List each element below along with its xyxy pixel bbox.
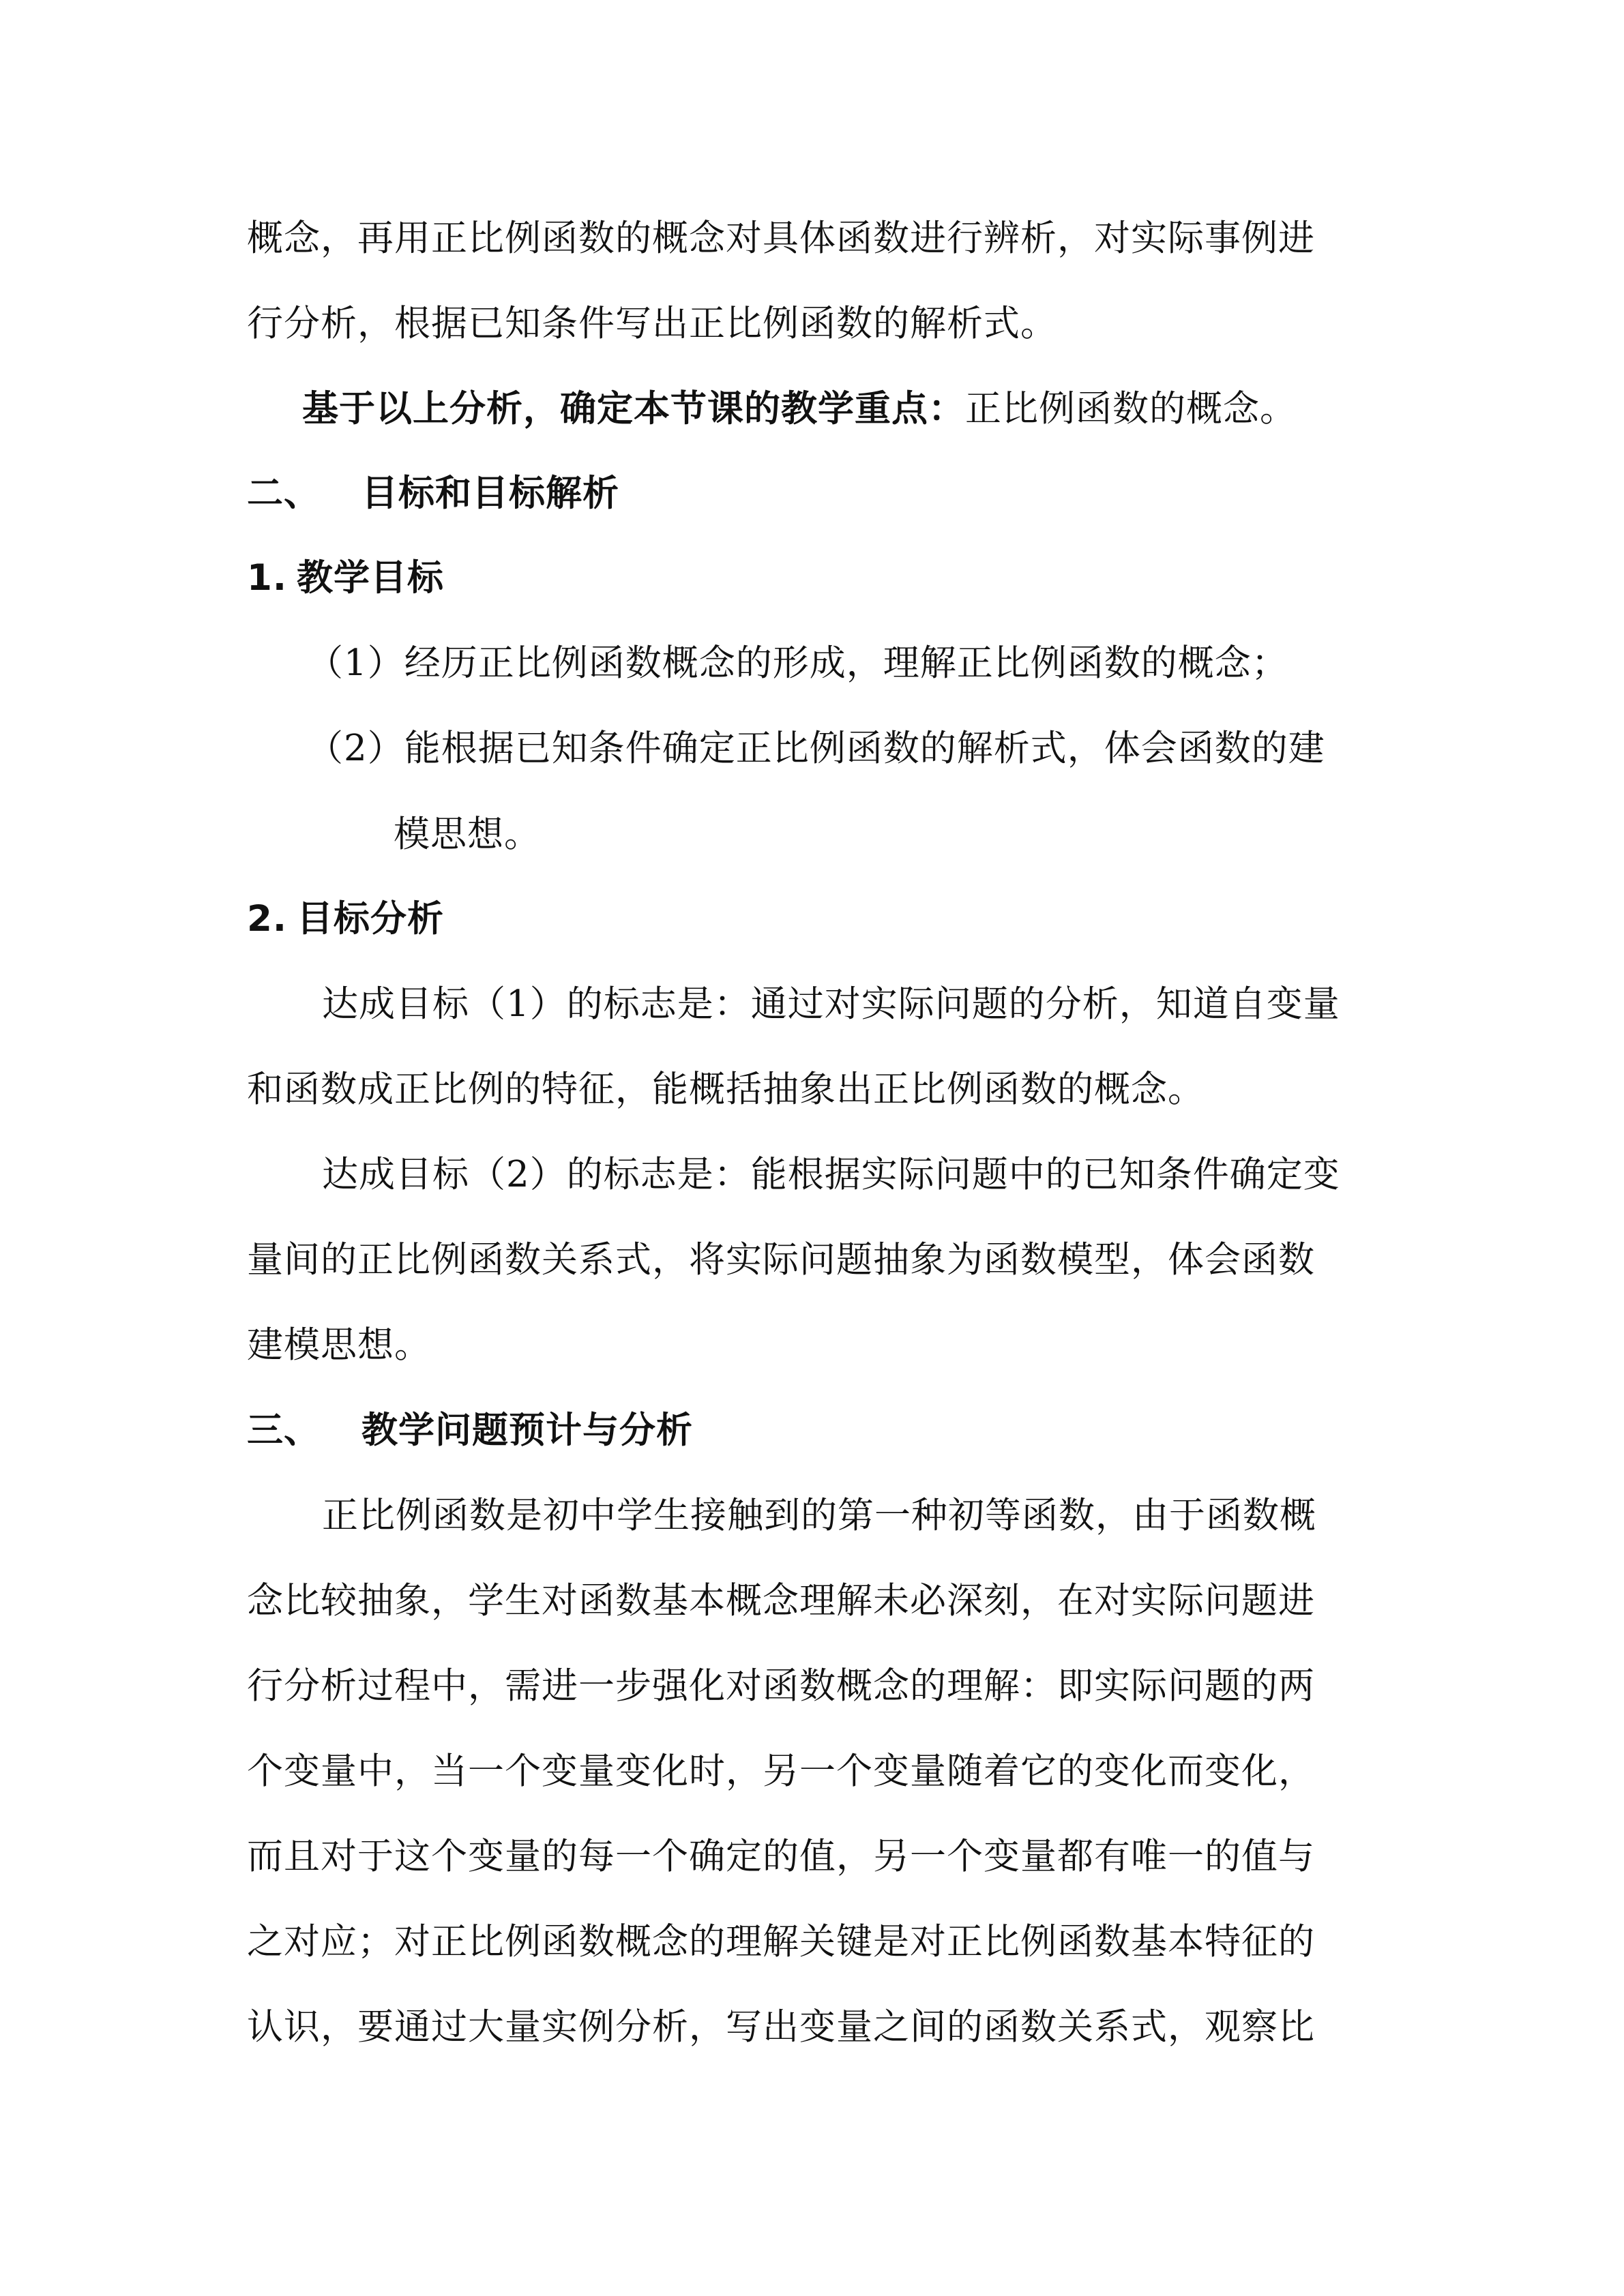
section-number: 三、	[247, 1410, 321, 1451]
section-title: 教学问题预计与分析	[361, 1410, 693, 1451]
subheading-1	[247, 558, 444, 599]
body-line: 个变量中，当一个变量变化时，另一个变量随着它的变化而变化，	[247, 1750, 1315, 1792]
subheading-number: 2.	[247, 898, 288, 940]
key-point-lead: 基于以上分析，确定本节课的教学重点：	[302, 388, 965, 430]
body-line: 而且对于这个变量的每一个确定的值，另一个变量都有唯一的值与	[247, 1836, 1315, 1877]
body-line: 认识，要通过大量实例分析，写出变量之间的函数关系式，观察比	[247, 2006, 1315, 2048]
section-heading-3	[247, 1410, 693, 1451]
body-line: 行分析，根据已知条件写出正比例函数的解析式。	[247, 303, 1057, 344]
body-line: 达成目标（2）的标志是：能根据实际问题中的已知条件确定变	[322, 1154, 1340, 1195]
goal-item-1: （1）经历正比例函数概念的形成，理解正比例函数的概念；	[307, 642, 1288, 684]
body-line: 量间的正比例函数关系式，将实际问题抽象为函数模型，体会函数	[247, 1239, 1315, 1281]
subheading-title: 目标分析	[297, 898, 445, 940]
section-heading-2	[247, 473, 619, 514]
body-line: 达成目标（1）的标志是：通过对实际问题的分析，知道自变量	[322, 983, 1340, 1025]
goal-item-2-continued: 模思想。	[394, 814, 541, 855]
body-line: 之对应；对正比例函数概念的理解关键是对正比例函数基本特征的	[247, 1921, 1315, 1963]
subheading-title: 教学目标	[297, 557, 445, 599]
body-line: 正比例函数是初中学生接触到的第一种初等函数，由于函数概	[322, 1495, 1316, 1536]
subheading-2	[247, 899, 444, 940]
key-point-paragraph	[302, 389, 1297, 430]
goal-item-2: （2）能根据已知条件确定正比例函数的解析式，体会函数的建	[307, 728, 1325, 769]
body-line: 行分析过程中，需进一步强化对函数概念的理解：即实际问题的两	[247, 1665, 1315, 1707]
subheading-number: 1.	[247, 557, 288, 599]
body-line: 建模思想。	[247, 1324, 431, 1366]
section-title: 目标和目标解析	[361, 473, 619, 514]
body-line: 念比较抽象，学生对函数基本概念理解未必深刻，在对实际问题进	[247, 1580, 1315, 1622]
section-number: 二、	[247, 473, 321, 514]
body-line: 和函数成正比例的特征，能概括抽象出正比例函数的概念。	[247, 1069, 1205, 1110]
key-point-text: 正比例函数的概念。	[965, 388, 1297, 430]
body-line: 概念，再用正比例函数的概念对具体函数进行辨析，对实际事例进	[247, 218, 1315, 259]
